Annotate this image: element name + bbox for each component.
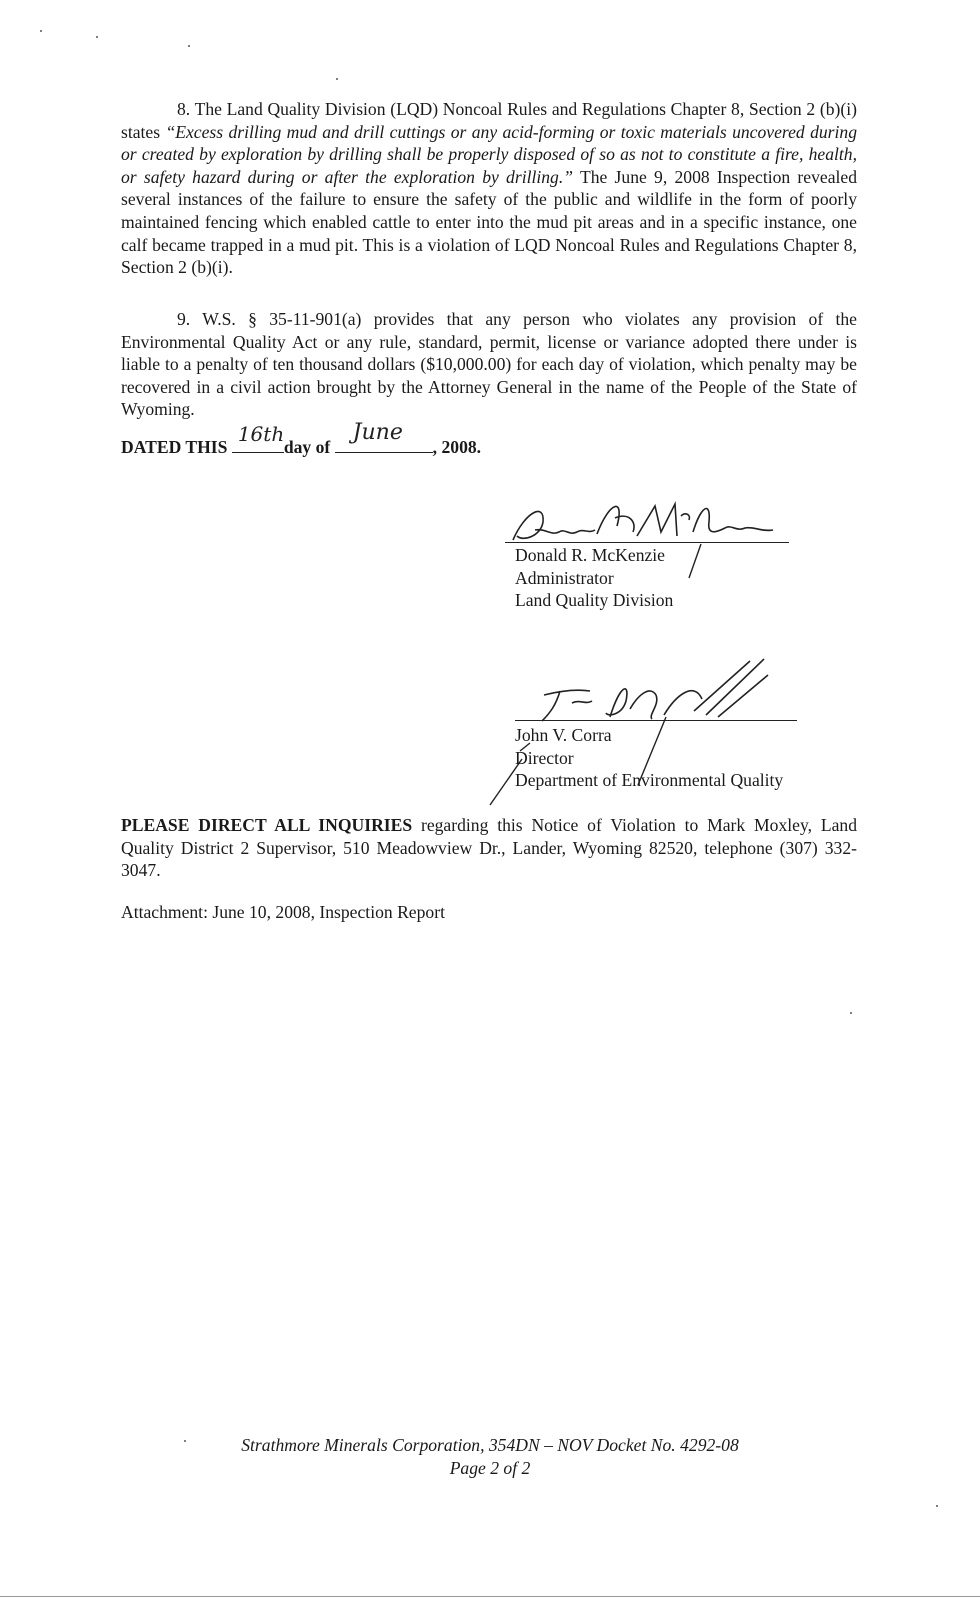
inquiries-paragraph <box>121 814 857 882</box>
scan-speck <box>188 45 190 47</box>
attachment-line: Attachment: June 10, 2008, Inspection Report <box>121 902 445 922</box>
signatory-2-name: John V. Corra <box>515 725 612 745</box>
dated-middle: day of <box>283 437 331 457</box>
paragraph-8-quote: “Excess drilling mud and drill cuttings or any acid-forming or toxic materials uncovered during or created by exploration by drilling shall be properly disposed of so as not to constitute a fire, health, or safety hazard during or after the exploration by drilling.” <box>121 121 857 187</box>
footer-docket: Strathmore Minerals Corporation, 354DN – NOV Docket No. 4292-08 <box>241 1435 739 1455</box>
paragraph-9-text: W.S. § 35-11-901(a) provides that any person who violates any provision of the Environmental Quality Act or any rule, standard, permit, license or variance adopted there under is liable to a penalty of ten thousand dollars ($10,000.00) for each day of violation, which penalty may be recovered in a civil action brought by the Attorney General in the name of the People of the State of Wyoming. <box>121 309 857 420</box>
paragraph-9 <box>121 308 857 421</box>
signatory-1-block <box>515 544 673 612</box>
paragraph-8 <box>121 98 857 279</box>
scan-speck <box>40 30 42 32</box>
dated-line <box>121 420 482 458</box>
scan-speck <box>96 36 98 38</box>
scan-speck <box>336 78 338 80</box>
signatory-2-title: Director <box>515 747 574 768</box>
inquiries-heading: PLEASE DIRECT ALL INQUIRIES <box>121 815 413 835</box>
signatory-2-org: Department of Environmental Quality <box>515 770 784 791</box>
signature-line-1 <box>505 542 789 543</box>
scan-speck <box>850 1012 852 1014</box>
signatory-1-title: Administrator <box>515 567 614 588</box>
signature-line-2 <box>515 720 797 721</box>
inquiries-text: regarding this Notice of Violation to Mark Moxley, Land Quality District 2 Supervisor, 510 Meadowview Dr., Lander, Wyoming 82520, telephone (307) 332-3047. <box>121 815 857 881</box>
paragraph-9-number: 9. <box>177 309 191 329</box>
dated-suffix: , 2008. <box>432 437 482 457</box>
scan-edge-line <box>0 1596 980 1597</box>
signatory-2-block <box>515 724 783 792</box>
day-blank <box>232 422 285 453</box>
signatory-1-name: Donald R. McKenzie <box>515 545 665 565</box>
footer-page-number: Page 2 of 2 <box>449 1458 531 1478</box>
month-blank <box>335 420 433 453</box>
dated-prefix: DATED THIS <box>121 437 228 457</box>
paragraph-8-rest: The June 9, 2008 Inspection revealed several instances of the failure to ensure the safety of the public and wildlife in the form of poorly maintained fencing which enabled cattle to enter into the mud pit areas and in a specific instance, one calf became trapped in a mud pit. This is a violation of LQD Noncoal Rules and Regulations Chapter 8, Section 2 (b)(i). <box>121 166 858 278</box>
scan-speck <box>936 1505 938 1507</box>
scan-speck <box>184 1440 186 1442</box>
paragraph-8-number: 8. <box>177 99 191 119</box>
paragraph-8-lead: The Land Quality Division (LQD) Noncoal Rules and Regulations Chapter 8, Section 2 (b)(i) states <box>121 99 857 142</box>
signatory-1-org: Land Quality Division <box>515 590 674 611</box>
handwritten-month: June <box>352 420 403 445</box>
handwritten-day: 16th <box>237 422 285 446</box>
